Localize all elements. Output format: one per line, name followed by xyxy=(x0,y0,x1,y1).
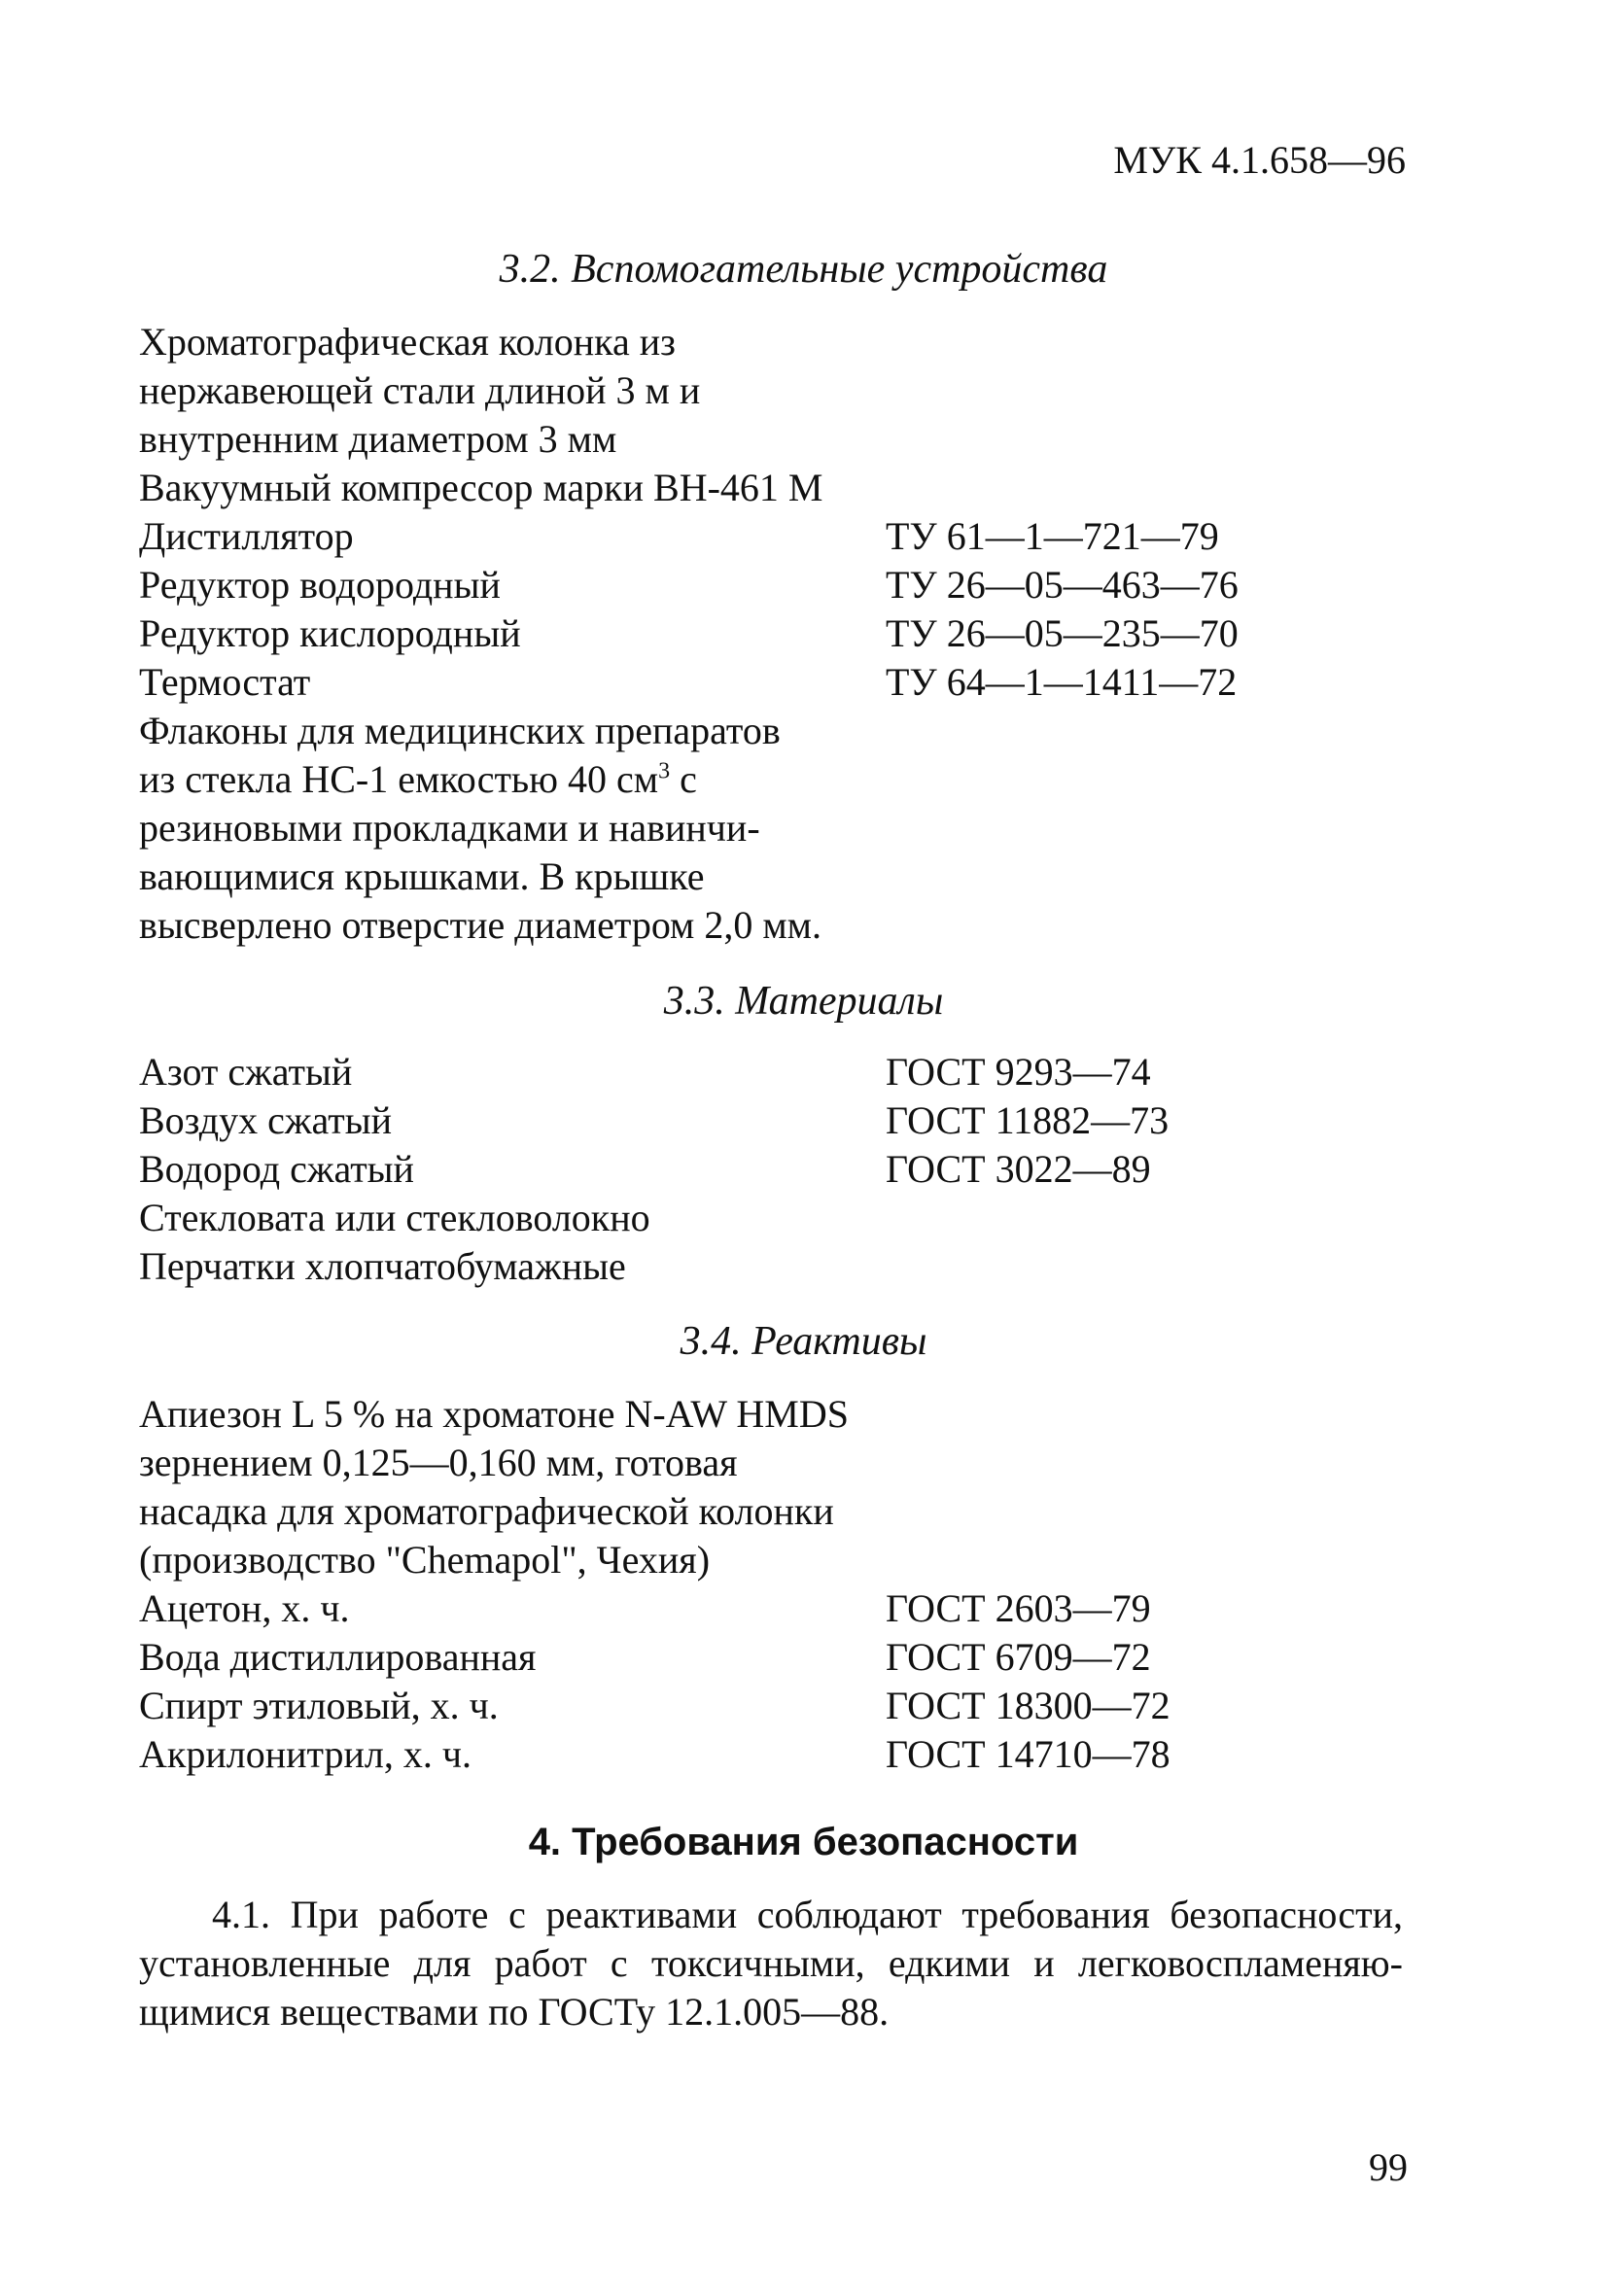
item-name: вающимися крышками. В крышке xyxy=(139,854,705,898)
list-item xyxy=(139,415,1403,464)
list-item xyxy=(139,464,1403,512)
list-item xyxy=(139,1536,1403,1584)
item-standard: ТУ 26—05—235—70 xyxy=(886,611,1239,655)
list-item xyxy=(139,755,1403,804)
item-name: Вода дистиллированная xyxy=(139,1635,537,1679)
item-name: Спирт этиловый, х. ч. xyxy=(139,1684,499,1727)
item-name: Хроматографическая колонка из xyxy=(139,320,676,364)
item-name: Воздух сжатый xyxy=(139,1098,392,1142)
item-standard: ТУ 61—1—721—79 xyxy=(886,514,1219,558)
section-heading-safety: 4. Требования безопасности xyxy=(528,1821,1079,1863)
item-name: Термостат xyxy=(139,660,311,704)
item-name: Азот сжатый xyxy=(139,1050,353,1094)
list-item xyxy=(139,512,1403,561)
list-item xyxy=(139,658,1403,707)
list-item xyxy=(139,1048,1403,1096)
item-name: Вакуумный компрессор марки ВН-461 М xyxy=(139,466,823,509)
item-name: Апиезон L 5 % на хроматоне N-AW HMDS xyxy=(139,1392,849,1436)
item-name: Редуктор водородный xyxy=(139,563,501,607)
section-title-materials: 3.3. Материалы xyxy=(663,979,944,1024)
item-name-part: с xyxy=(670,757,697,801)
item-name: Редуктор кислородный xyxy=(139,611,521,655)
list-item xyxy=(139,1633,1403,1682)
list-item xyxy=(139,1194,1403,1242)
item-name: Акрилонитрил, х. ч. xyxy=(139,1732,472,1776)
item-name: Перчатки хлопчатобумажные xyxy=(139,1244,626,1288)
item-name: нержавеющей стали длиной 3 м и xyxy=(139,368,701,412)
section-title-aux-devices: 3.2. Вспомогательные устройства xyxy=(499,247,1108,292)
item-standard: ГОСТ 18300—72 xyxy=(886,1684,1170,1727)
paragraph-line: 4.1. При работе с реактивами соблюдают требования безопасности, xyxy=(212,1893,1403,1936)
reagents-list xyxy=(139,1390,1403,1779)
item-name xyxy=(139,755,697,804)
aux-devices-list xyxy=(139,318,1403,950)
paragraph-line: установленные для работ с токсичными, едкими и легковоспламеняю- xyxy=(139,1941,1403,1985)
item-name: Ацетон, х. ч. xyxy=(139,1586,350,1630)
item-standard: ГОСТ 14710—78 xyxy=(886,1732,1170,1776)
list-item xyxy=(139,1390,1403,1439)
materials-list xyxy=(139,1048,1403,1291)
item-standard: ГОСТ 2603—79 xyxy=(886,1586,1151,1630)
list-item xyxy=(139,318,1403,366)
item-name: высверлено отверстие диаметром 2,0 мм. xyxy=(139,903,821,947)
item-standard: ГОСТ 3022—89 xyxy=(886,1147,1151,1191)
document-code: МУК 4.1.658—96 xyxy=(1113,138,1406,182)
item-name: резиновыми прокладками и навинчи- xyxy=(139,806,760,850)
list-item xyxy=(139,1487,1403,1536)
page-number: 99 xyxy=(1369,2145,1408,2189)
item-name: Водород сжатый xyxy=(139,1147,414,1191)
list-item xyxy=(139,1242,1403,1291)
item-standard: ГОСТ 6709—72 xyxy=(886,1635,1151,1679)
item-name: зернением 0,125—0,160 мм, готовая xyxy=(139,1441,738,1484)
list-item xyxy=(139,1145,1403,1194)
safety-paragraph xyxy=(139,1891,1403,2036)
item-standard: ТУ 26—05—463—76 xyxy=(886,563,1239,607)
item-name: Флаконы для медицинских препаратов xyxy=(139,709,781,752)
item-standard: ТУ 64—1—1411—72 xyxy=(886,660,1238,704)
list-item xyxy=(139,1096,1403,1145)
list-item xyxy=(139,707,1403,755)
section-title-reagents: 3.4. Реактивы xyxy=(680,1319,927,1364)
item-name: насадка для хроматографической колонки xyxy=(139,1489,834,1533)
item-name: внутренним диаметром 3 мм xyxy=(139,417,617,461)
list-item xyxy=(139,804,1403,852)
list-item xyxy=(139,1682,1403,1730)
list-item xyxy=(139,561,1403,609)
superscript-exponent: 3 xyxy=(658,758,671,784)
item-name: (производство "Chemapol", Чехия) xyxy=(139,1538,711,1582)
item-name: Дистиллятор xyxy=(139,514,354,558)
list-item xyxy=(139,1584,1403,1633)
list-item xyxy=(139,901,1403,950)
list-item xyxy=(139,366,1403,415)
item-standard: ГОСТ 9293—74 xyxy=(886,1050,1151,1094)
item-standard: ГОСТ 11882—73 xyxy=(886,1098,1170,1142)
item-name: Стекловата или стекловолокно xyxy=(139,1196,650,1239)
paragraph-line: щимися веществами по ГОСТу 12.1.005—88. xyxy=(139,1990,890,2034)
list-item xyxy=(139,1730,1403,1779)
item-name-part: из стекла НС-1 емкостью 40 см xyxy=(139,757,659,801)
list-item xyxy=(139,609,1403,658)
list-item xyxy=(139,852,1403,901)
list-item xyxy=(139,1439,1403,1487)
